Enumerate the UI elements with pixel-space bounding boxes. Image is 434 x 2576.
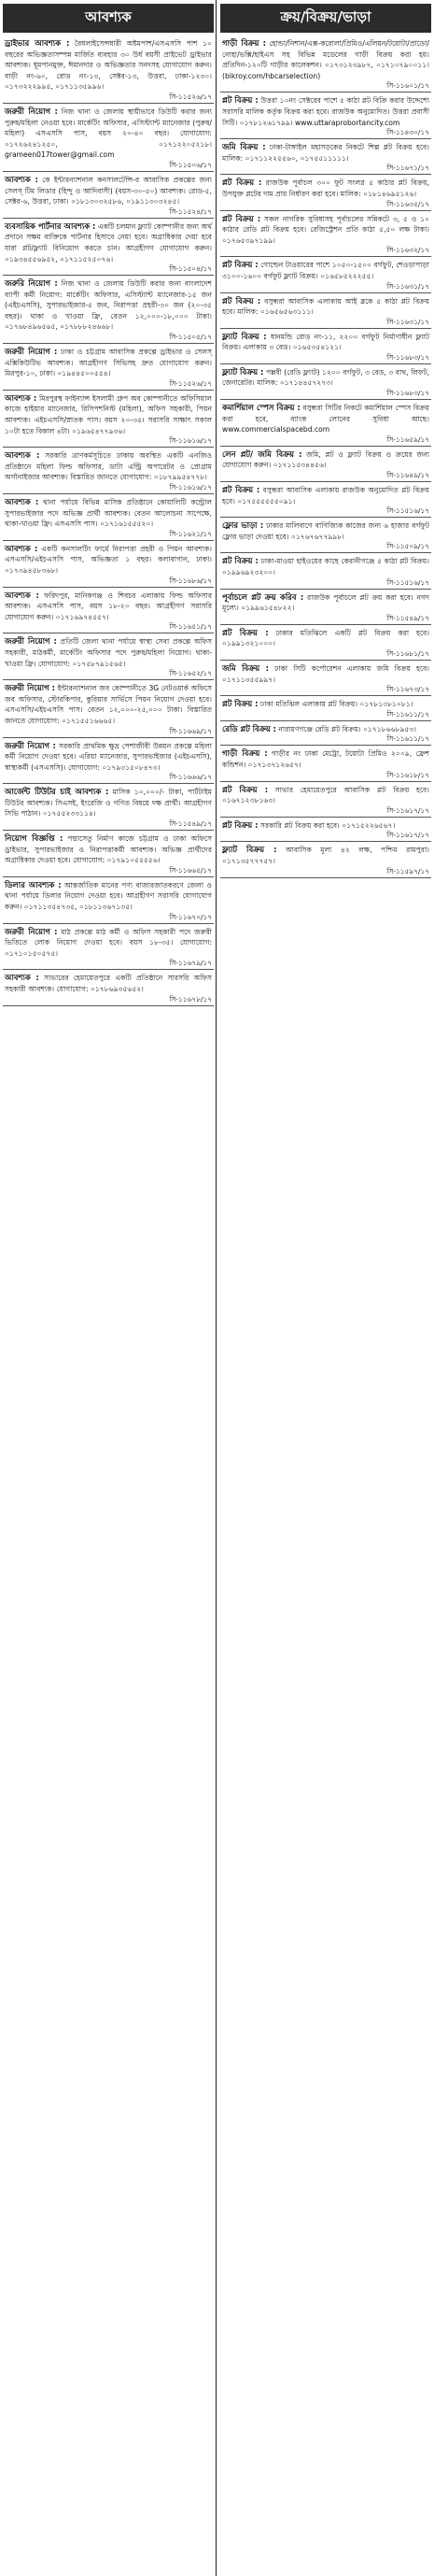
ad-separator <box>220 446 431 447</box>
ad-code: সি-১১৬৬৬/১৭ <box>169 773 212 782</box>
ad-heading: প্লট বিক্রয় : <box>222 819 259 830</box>
ad-code: সি-১১৫৪৯/১৭ <box>169 819 212 829</box>
ad-body: গোল্ডেন টাওয়ারের পাশে ১০৫০-১৫০০ বর্গফুট, শেওড়াপাড়া ৩১০০-১৬০০ বর্গফুট ফ্ল্যাট বিক্রয়। ০১৬৫৮৫২২২৫৫। <box>222 261 429 280</box>
ad-separator <box>3 1005 214 1006</box>
ad-code: সি-১১৬৮৩/১৭ <box>386 389 429 398</box>
ad-body: রাজউক পূর্বাচল ৩০০ ফুট সংলগ্ন ৫ কাঠার প্লট বিক্রয়, উপযুক্ত প্লটের দাম প্রায় নির্ধারণ করা হবে। মালিক: ০১৮১৪৬৯৫১২৬। <box>222 178 429 198</box>
ad-separator <box>220 841 431 842</box>
ad-heading: জরুরী নিয়োগ : <box>5 683 56 693</box>
ad-body: প্রতিটি জেলা থানা পর্যায়ে স্বাস্থ্য সেবা প্রকল্পে অফিস সহকারী, মাঠকর্মী, মার্কেটিং অফিসার পদে পুরুষ/মহিলা নিয়োগ। থাকা-খাওয়া ফ্রি। যোগাযোগ: ০১৭৫৮৭৯১৫৬৫। <box>5 637 213 668</box>
classified-ad <box>220 485 431 517</box>
ad-heading: প্লট বিক্রয় : <box>222 213 261 223</box>
ad-body: গাড়ীর নং ঢাকা মেট্রো, টয়োটা প্রিমিও ২০০৯, ফ্রেশ কন্ডিশন। ০১৭১৩৭১২৬৫৭। <box>222 749 430 769</box>
ad-separator <box>220 817 431 818</box>
ad-separator <box>220 745 431 746</box>
ad-body: বৈধলাইসেন্সধারী অষ্টমপাশ/এসএসসি পাশ ১০ বছরের অভিজ্ঞতাসম্পন্ন মার্জিত ব্যবহার ৩০ উর্ধ বয়সী প্রাইভেট ড্রাইভার আবশ্যক। ধূমপানমুক্ত, ঈমানদার ও অভিজ্ঞতার সনদসহ যোগাযোগ করুন। বাড়ী নং-৬০, রোড নং-১৩, সেক্টর-১৩, উত্তরা, ঢাকা-১২৩০। ০১৭৩২২২৯৯৫, ০১৭১১৩৫৯৯৬। <box>5 39 212 92</box>
classified-ad <box>220 142 431 174</box>
ad-separator <box>3 540 214 541</box>
ad-body: সকল নাগরিক সুবিধাসহ পূর্বাচলের সন্নিকটে ৩, ৫ ও ১০ কাঠার রেডি প্লট বিক্রয় হবে। রেজিস্ট্রেশন প্রতি কাঠা ৫,৫০ লক্ষ টাকা। ০১৭৬৫৩৯৭১৯৯। <box>222 214 429 245</box>
ad-heading: জরুরী নিয়োগ : <box>5 740 56 750</box>
classified-ad <box>3 787 214 830</box>
classified-ad <box>220 663 431 695</box>
ad-separator <box>3 390 214 391</box>
ad-body: আন্তর্জাতিক মানের পণ্য বাজারজাতকরণে জেলা ও থানা পর্যায়ে ডিলার নিয়োগ দেওয়া হবে। আগ্রহীগণ সরাসরি যোগাযোগ করুন। ০১৭১১৩৫৪৭৩৫, ০১৮১১৩৬৭১৩৫। <box>5 880 212 912</box>
ad-code: সি-১১৬৬৫/১৭ <box>169 865 212 875</box>
ad-heading: জরুরী নিয়োগ : <box>5 636 57 647</box>
ad-separator <box>3 969 214 970</box>
classified-ad <box>3 278 214 343</box>
ad-code: সি-১১৫১৬/১৭ <box>386 506 429 516</box>
ad-heading: আবশ্যক : <box>5 973 39 983</box>
ad-heading: ফ্ল্যাট বিক্রয় : <box>222 366 264 377</box>
ad-code: সি-১১৫২৪/১৭ <box>169 206 212 216</box>
classified-ad <box>3 393 214 447</box>
ad-separator <box>3 679 214 680</box>
ad-body: থানা পর্যায়ে বিভিন্ন মাসিক প্রতিষ্ঠানে কোয়ালিটি কন্ট্রোল সুপারভাইজার পদে অভিজ্ঞ প্রার্থী আবশ্যক। বেতন আলোচনা সাপেক্ষে, থাকা-খাওয়া ফ্রি। এসএসসি পাস। ০১৭১৬১৫৫৫২০। <box>5 498 212 529</box>
classified-ad <box>220 260 431 292</box>
ad-heading: প্লট বিক্রয় : <box>222 784 269 794</box>
ad-body: নিজ থানা ও জেলায় স্থায়ীভাবে ডিউটি করার জন্য পুরুষ/মহিলা নেওয়া হবে। মার্কেটিং অফিসার, এসিস্ট্যান্ট ম্যানেজার (পুরুষ/মহিলা) এসএসসি পাস, বয়স ২০-৪০ বছর। যোগাযোগ: ০১৭২৬২৪১২৫০, ০১৭১২২০৫২১৮। grameen017tower@gmail.com <box>5 107 212 160</box>
ad-heading: প্লট বিক্রয় : <box>222 556 259 566</box>
ad-heading: আবশ্যক : <box>5 392 37 403</box>
ad-separator <box>220 781 431 782</box>
ad-separator <box>3 830 214 831</box>
ad-heading: ফ্ল্যাট বিক্রয় : <box>222 845 277 855</box>
ad-body: মাঠ প্রকল্পে মাঠ কর্মী ও অফিস সহকারী পদে জরুরী ভিত্তিতে লোক নিয়োগ দেওয়া হবে। বয়স ১৮-৩৫। যোগাযোগ: ০১৭১০১৫০৫৭৫। <box>5 927 212 958</box>
ad-code: সি-১১৫২৬/১৭ <box>169 378 212 388</box>
ad-code: সি-১১৬৫৯/১৭ <box>386 434 429 444</box>
ad-separator <box>3 447 214 448</box>
classified-ad <box>3 38 214 103</box>
classified-ad <box>3 683 214 736</box>
ad-separator <box>3 171 214 172</box>
ad-heading: আবশ্যক : <box>5 543 38 553</box>
ad-body: সরকারি ত্রাণকর্মসূচিতে ঢাকায় অবস্থিত একটি এনজিও প্রতিষ্ঠানে মহিলা ফিল্ড অফিসার, ডাটা এন্ট্রি অপারেটর ও প্রোগ্রাম অর্গানাইজার আবশ্যক। বিস্তারিত জানতে যোগাযোগ: ০১৮৭৯৯৫৪৭৭৮। <box>5 451 212 482</box>
ad-body: সাভারের হেমায়েতপুরে একটি প্রতিষ্ঠানে সারসরি অফিস সহকারী আবশ্যক। যোগাযোগ: ০১৭৮৬৯৩৫৬৫২। <box>5 974 212 993</box>
ad-code: সি-১১৪৩০/১৭ <box>386 128 429 137</box>
ad-code: সি-১১৬৮৩/১৭ <box>386 352 429 362</box>
ad-code: সি-১১৫৪৯/১৭ <box>386 613 429 622</box>
ad-code: সি-১১৬২১/১৭ <box>169 529 212 538</box>
ad-body: মিরপুরস্থ ফাইন্যান্স ইসলামী গ্রুপ অব কোম্পানীতে অফিসিয়াল কাজে হাইয়ার ম্যানেজার, রিসিপশনিস্ট (মহিলা), অফিস সহকারী, পিয়ন আবশ্যক। এইচএসসি/স্নাতক পাস। বয়স ২০-৩৫। সরাসরি সাক্ষাৎ সকাল ১০টা হতে বিকাল ৪টা। ০১৯৬৫৪৭৭৯৩৬। <box>5 393 212 435</box>
ad-code: সি-১১৬১৮/১৭ <box>386 770 429 779</box>
classified-ad <box>3 927 214 970</box>
ad-heading: প্লট বিক্রয় : <box>222 699 259 709</box>
ad-separator <box>220 624 431 625</box>
ad-code: সি-১১৬৪৯/১৭ <box>386 471 429 480</box>
ad-body: ঢাকা ও চট্টগ্রাম আবাসিক প্রকল্পে ড্রাইভার ও সেলস্ এক্সিকিউটিভ আবশ্যক। আগ্রহীগণ সিভিসহ দ্রুত যোগাযোগ করুন। মিরপুর-১০, ঢাকা। ০১৯৪৪৫০০৫৫৪। <box>5 348 213 378</box>
ad-heading: গাড়ী বিক্রয় : <box>222 38 266 48</box>
ad-separator <box>220 138 431 139</box>
ad-separator <box>220 328 431 329</box>
column-divider <box>216 0 217 2576</box>
ad-separator <box>220 517 431 518</box>
ad-separator <box>220 481 431 482</box>
ad-separator <box>3 493 214 494</box>
ad-code: সি-১১৫১৬/১৭ <box>386 577 429 587</box>
classified-ad <box>220 95 431 138</box>
buy-sell-ads-list <box>220 38 431 878</box>
classified-ad <box>3 175 214 218</box>
classified-ad <box>220 332 431 363</box>
classified-ad <box>220 820 431 842</box>
ad-body: ইন্টারন্যাশনাল জব কোম্পানীতে 3G নেটওয়ার্ক অফিসে জব অফিসার, স্টোরকিপার, কুরিয়ার সার্ভিসে পিয়ন নিয়োগ দেওয়া হবে। এসএসসি/এইচএসসি পাস। বেতন ১২,০০০-২৫,০০০ টাকা। বিস্তারিত জানতে যোগাযোগ: ০১৭১৫৫১৬৬৬৫। <box>5 684 212 725</box>
ad-code: সি-১১৬৮১/১৭ <box>386 648 429 658</box>
classified-ad <box>220 403 431 446</box>
ad-code: সি-১১৬৩২/১৭ <box>386 246 429 255</box>
ad-heading: আর্জেন্ট টিউটর চাই আবশ্যক : <box>5 787 109 797</box>
ad-heading: প্লট বিক্রয় : <box>222 295 261 306</box>
ad-heading: আবশ্যক : <box>5 450 40 461</box>
classified-ad <box>3 544 214 587</box>
ad-body: কে ইন্টারন্যাশনাল কনসালটেন্সি-র আবাসিক প্রকল্পের জন্য সেলস্ টিম লিডার (হিন্দু ও আদিবাসী) (বয়স-৩০-৫০) আবশ্যক। রোড-৫, সেক্টর-৬, উত্তরা, ঢাকা। ০১৮১৩০৩২৫৮৬, ০১৯১১৩০৩২৪৫। <box>5 175 212 206</box>
ad-body: ধানমন্ডি রোড নং-১১, ২২০০ বর্গফুট নির্মাণাধীন ফ্ল্যাট বিক্রয়। এলাকায় ৩ বেড। ০১৬৫৩৫৪১২১। <box>222 332 430 352</box>
ad-heading: প্লট বিক্রয় : <box>222 95 259 106</box>
ad-separator <box>220 92 431 93</box>
classified-ad <box>220 748 431 780</box>
section-title-wanted: আবশ্যক <box>3 4 214 33</box>
ad-code: সি-১১৫৯৭/১৭ <box>386 866 429 875</box>
classified-ad <box>3 636 214 679</box>
ad-body: ঢাকা মতিঝিল এলাকায় প্লট বিক্রয়। ০১৭৮১৩৮১০৮১। <box>259 700 413 709</box>
ad-heading: প্লট বিক্রয় : <box>222 627 269 637</box>
ad-body: সরকারি প্লট বিক্রয় করা হবে। ০১৭১৫২২৬৫৬৭। <box>259 820 396 830</box>
ad-separator <box>220 363 431 364</box>
ad-heading: ড্রাইভার আবশ্যক : <box>5 38 70 48</box>
ad-heading: ফ্ল্যাট বিক্রয় : <box>222 331 267 341</box>
ad-separator <box>3 218 214 219</box>
ad-heading: ডিলার আবশ্যক : <box>5 879 62 890</box>
ad-separator <box>220 210 431 211</box>
ad-heading: লেন প্লট/ জমি বিক্রয় : <box>222 448 302 459</box>
ad-separator <box>3 103 214 104</box>
ad-separator <box>3 343 214 344</box>
ad-separator <box>220 399 431 400</box>
ad-heading: জমি বিক্রয় : <box>222 662 270 673</box>
classified-ad <box>3 591 214 633</box>
classified-ad <box>3 741 214 784</box>
ad-code: সি-১১৫০৬/১৭ <box>169 160 212 169</box>
classified-ad <box>220 845 431 876</box>
ad-heading: ব্যবসায়িক পার্টনার আবশ্যক : <box>5 221 96 231</box>
classified-ad <box>220 367 431 399</box>
ad-body: হোন্ডা/নিশান/এক্স-করোলা/প্রিমিও/এলিয়ন/টয়োটা/প্রাডো/নোহা/ভক্সি/হাইএস সহ বিভিন্ন মডেলের গাড়ী বিক্রয় করা হয়। প্রতিদিন-১২০টি গাড়ীর কালেকশন। ০১৭৩১২৩৯৮৭, ০১৭১০৭৯০০১১। (bikroy.com/hbcarselection) <box>222 39 429 80</box>
ad-code: সি-১১৫২৬/১৭ <box>169 92 212 101</box>
ad-code: সি-১১৬৩১/১৭ <box>386 281 429 291</box>
ad-separator <box>220 720 431 721</box>
ad-separator <box>3 876 214 877</box>
ad-body: আবাসিক মূল্য ৪২ লক্ষ, পশ্চিম রামপুরা। ০১৭১৩৫৭৭৭৫৭। <box>222 846 429 865</box>
ad-separator <box>220 552 431 553</box>
ad-body: ঢাকা-মাওয়া হাইওয়ের কাছে কেরানীগঞ্জে ৫ কাঠা প্লট বিক্রয়। ০১৯৯৬৯২৩২০০। <box>222 557 429 576</box>
classified-ad <box>3 221 214 275</box>
ad-heading: আবশ্যক : <box>5 497 39 506</box>
ad-body: পদ্মাসেতু নির্মাণ কাজে চট্টগ্রাম ও ঢাকা অফিসে ড্রাইভার, সুপারভাইজার ও নিরাপত্তাকর্মী আবশ্যক। অভিজ্ঞ প্রার্থীদের অগ্রাধিকার দেওয়া হবে। যোগাযোগ: ০১৭৯১০৫৫৫৫৬। <box>5 834 212 865</box>
ad-code: সি-১১৬১৬/১৭ <box>169 436 212 446</box>
classified-ad <box>220 520 431 552</box>
section-title-buy-sell-rent: ক্রয়/বিক্রয়/ভাড়া <box>220 4 431 33</box>
classified-ad <box>220 38 431 92</box>
classified-ad <box>3 880 214 923</box>
ad-body: নিজ থানা ও জেলায় ডিউটি করার জন্য বাংলাদেশ ব্যাপী কর্মী নিয়োগ: মার্কেটিং অফিসার, এসিস্ট্যান্ট ম্যানেজার-১৫ জন (এইচএসসি), সুপারভাইজার-৫ জন, নিরাপত্তা প্রহরী-৩০ জন (২০-৩৫ বছর)। থাকা ও খাওয়া ফ্রি, বেতন ১২,০০০-১৮,০০০ টাকা। ০১৭৬৮৪৯৬৫৬৫, ০১৭৮৮৮২৪৬৬৮। <box>5 279 212 332</box>
classified-ad <box>220 724 431 746</box>
ad-heading: জরুরি নিয়োগ : <box>5 278 58 289</box>
ad-body: নারায়ণগঞ্জে রেডি প্লট বিক্রয়। ০১৭১৮৬৬৮৯৫৩। <box>278 724 416 733</box>
ad-code: সি-১১৬৭০/১৭ <box>169 912 212 921</box>
ad-separator <box>3 783 214 784</box>
ad-body: একটি চলমান ফ্ল্যাট কোম্পানীর জন্য অর্থ প্রদানে সক্ষম ব্যক্তিকে পার্টনার হিসাবে নেয়া হবে। অগ্রাধিকার দেয়া হবে যারা প্লট/ফ্ল্যাট বিনিয়োগ করতে চান। আগ্রহীগণ যোগাযোগ করুন। ০১৯৩৪৫৫৬৯৫২, ০১৭১১৫২৫০৭৬। <box>5 221 213 263</box>
ad-body: মাসিক ১০,০০০/- টাকা, পার্টটাইম টিউটর আবশ্যক। সিএসই, ইংরেজি ও গণিত বিষয়ে দক্ষ প্রার্থী। আগ্রহীগণ সিভি পাঠান। ০১৭৫৫২৩৩১১৪। <box>5 788 212 818</box>
ad-body: জমি, প্লট ও ফ্ল্যাট বিক্রয় ও ক্রয়ের জন্য যোগাযোগ করুন। ০১৭১১৫৩৪৪৫৬। <box>222 449 429 470</box>
ad-code: সি-১১৬৭৮/১৭ <box>169 994 212 1003</box>
ad-body: সরকারি প্রাথমিক ক্ষুদ্র পেশাজীবী উন্নয়ন প্রকল্পে মহিলা কর্মী নিয়োগ দেওয়া হবে। এরিয়া ম্যানেজার, সুপারভাইজার (এইচএসসি), স্বাস্থ্যকর্মী (এসএসসি)। যোগাযোগ: ০১৭৯৩১৫০৮৪৭৩। <box>5 741 212 772</box>
ad-code: সি-১১৬৮৬/১৭ <box>169 576 212 585</box>
ad-separator <box>220 256 431 257</box>
classified-ad <box>220 449 431 481</box>
ad-code: সি-১১৬১১/১৭ <box>386 709 429 719</box>
ad-code: সি-১১৬৭৩/১৭ <box>386 685 429 694</box>
ad-code: সি-১১৬০১/১৭ <box>386 81 429 91</box>
classified-ad <box>220 178 431 209</box>
wanted-column <box>3 0 214 2576</box>
ad-separator <box>3 923 214 924</box>
ad-heading: পূর্বাচলে প্লট ক্রয় করিব : <box>222 591 304 602</box>
classified-ad <box>3 347 214 390</box>
classified-ad <box>3 450 214 493</box>
ad-body: ঢাকা-টাঙ্গাইল মহাসড়কের নিকটে শিল্প প্লট বিক্রয় হবে। মালিক: ০১৭১১২২৫৫৬০, ০১৭৫৫১১১১১। <box>222 143 429 163</box>
ad-body: ফরিদপুর, মানিকগঞ্জ ও শিবচর এলাকায় ফিল্ড অফিসার আবশ্যক। এসএসসি পাস, বয়স ১৮-২০ বছর। আগ্রহীগণ সরাসরি যোগাযোগ করুন। ০১৭১৬৯৭৪৫৫৭। <box>5 591 212 621</box>
ad-separator <box>3 587 214 588</box>
ad-code: সি-১১৬৭৯/১৭ <box>169 959 212 968</box>
ad-heading: প্লট বিক্রয় : <box>222 178 262 188</box>
ad-heading: গাড়ী বিক্রয় : <box>222 748 268 759</box>
ad-code: সি-১১৫০৪/১৭ <box>169 264 212 274</box>
classified-ad <box>220 592 431 624</box>
ad-code: সি-১১৬৩১/১৭ <box>386 317 429 326</box>
ad-separator <box>220 589 431 590</box>
ad-code: সি-১১৬৭১/১৭ <box>386 164 429 173</box>
classified-ad <box>220 628 431 660</box>
wanted-ads-list <box>3 38 214 1006</box>
ad-heading: আবশ্যক : <box>5 174 38 184</box>
ad-code: সি-১১৬৫২/১৭ <box>169 669 212 678</box>
ad-body: ঢাকার মতিঝিলে একটি প্লট বিক্রয় করা হবে। ০১৯৯১৩২১০০০। <box>222 628 429 648</box>
ad-code: সি-১১৫০৫/১৭ <box>169 333 212 342</box>
ad-heading: জমি বিক্রয় : <box>222 142 266 152</box>
ad-separator <box>3 275 214 276</box>
ad-separator <box>220 660 431 661</box>
ad-body: বসুন্ধরা আবাসিক এলাকায় রাজউক অনুমোদিত প্লট বিক্রয় হবে। ০১৭৫৫৫৫৫৫০৯১। <box>222 486 429 505</box>
classified-ad <box>220 785 431 817</box>
ad-heading: জরুরী নিয়োগ : <box>5 106 58 116</box>
ad-body: পল্লবী (রেডি ফ্ল্যাট) ১২০০ বর্গফুট, ৩ বেড, ৩ বাথ, লিফট, জেনারেটর। মালিক: ০১৭১৪৪৫৭২৭৩। <box>222 367 429 388</box>
ad-body: উত্তরা ১০নং সেক্টরের পাশে ৫ কাঠা প্লট বিক্রি করার উদ্দেশ্যে সরাসরি মালিক কর্তৃক বিক্রয় করা হবে। রাজউক অনুমোদিত। উত্তরা প্রবাসী সিটি। ০১৭৮১২৬১৭৯৯। www.uttaraprobortancity.com <box>222 96 429 127</box>
ad-heading: আবশ্যক : <box>5 590 39 600</box>
classified-ad <box>3 833 214 876</box>
ad-heading: জরুরী নিয়োগ : <box>5 347 58 357</box>
buy-sell-rent-column <box>220 0 431 2576</box>
ad-heading: প্লট বিক্রয় : <box>222 485 260 495</box>
classified-ad <box>220 699 431 720</box>
ad-body: একটি কনসালটিং ফার্মে নিরাপত্তা প্রহরী ও পিয়ন আবশ্যক। এসএসসি/এইচএসসি পাস, অভিজ্ঞতা ১ বছর। কলাবাগান, ঢাকা। ০১৭৩৯৪৫৮৩৬৮। <box>5 544 212 575</box>
ad-heading: জরুরী নিয়োগ : <box>5 926 58 936</box>
ad-code: সি-১১৬১১/১৭ <box>386 734 429 744</box>
ad-body: রাজউক পূর্বাচলে প্লট ক্রয় করা হবে। নগদ মূল্যে। ০১৯৯৬১৫৪৮২২। <box>222 592 430 613</box>
ad-heading: নিয়োগ বিজ্ঞপ্তি : <box>5 833 63 844</box>
ad-code: সি-১১৬৩৫/১৭ <box>386 199 429 208</box>
ad-code: সি-১১৫০৯/১৭ <box>386 542 429 551</box>
classified-ad <box>3 973 214 1004</box>
ad-separator <box>220 292 431 293</box>
classified-ad <box>220 214 431 257</box>
ad-code: সি-১১৬১৭/১৭ <box>386 831 429 840</box>
ad-separator <box>220 174 431 175</box>
ad-heading: রেডি প্লট বিক্রয় : <box>222 723 276 733</box>
classified-ad <box>3 497 214 540</box>
ad-separator <box>220 877 431 878</box>
ad-body: সাভার হেমায়েতপুরে আবাসিক প্লট বিক্রয় হবে। ০১৬৭১২৩৮১৬৩। <box>222 785 429 805</box>
classified-ad <box>220 556 431 588</box>
ad-separator <box>3 737 214 738</box>
ad-heading: কমার্শিয়াল স্পেস বিক্রয় : <box>222 403 301 413</box>
ad-separator <box>220 695 431 696</box>
ad-body: ঢাকার মালিবাগে বাণিজ্যিক কাজের জন্য ৬ হাজার বর্গফুট ফ্লোর ভাড়া দেওয়া হবে। ০১৭৬৭৬৭৭৯৯৮। <box>222 521 429 541</box>
ad-body: ঢাকা সিটি কর্পোরেশন এলাকায় জমি বিক্রয় হবে। ০১৭১১৩৫৫৯৯৭। <box>222 663 430 684</box>
ad-body: বসুন্ধরা সিটির নিকটে কমার্শিয়াল স্পেস বিক্রয় করা হবে, ব্যাংক লোনের সুবিধা আছে। www.commercialspacebd.com <box>222 404 429 434</box>
classified-ad <box>220 296 431 328</box>
ad-body: বসুন্ধরা আবাসিক এলাকায় আই ব্লকে ৫ কাঠা প্লট বিক্রয় হবে। মালিক: ০১৬৫৬৫৬৩১১১। <box>222 296 429 317</box>
ad-code: সি-১১৬৫১/১৭ <box>169 622 212 632</box>
classified-ad <box>3 107 214 171</box>
ad-code: সি-১১৬৬৯/১৭ <box>169 726 212 735</box>
ad-code: সি-১১৬১৬/১৭ <box>169 483 212 491</box>
ad-code: সি-১১৬১৭/১৭ <box>386 805 429 815</box>
ad-heading: ফ্লোর ভাড়া : <box>222 520 264 531</box>
ad-heading: প্লট বিক্রয় : <box>222 260 259 270</box>
